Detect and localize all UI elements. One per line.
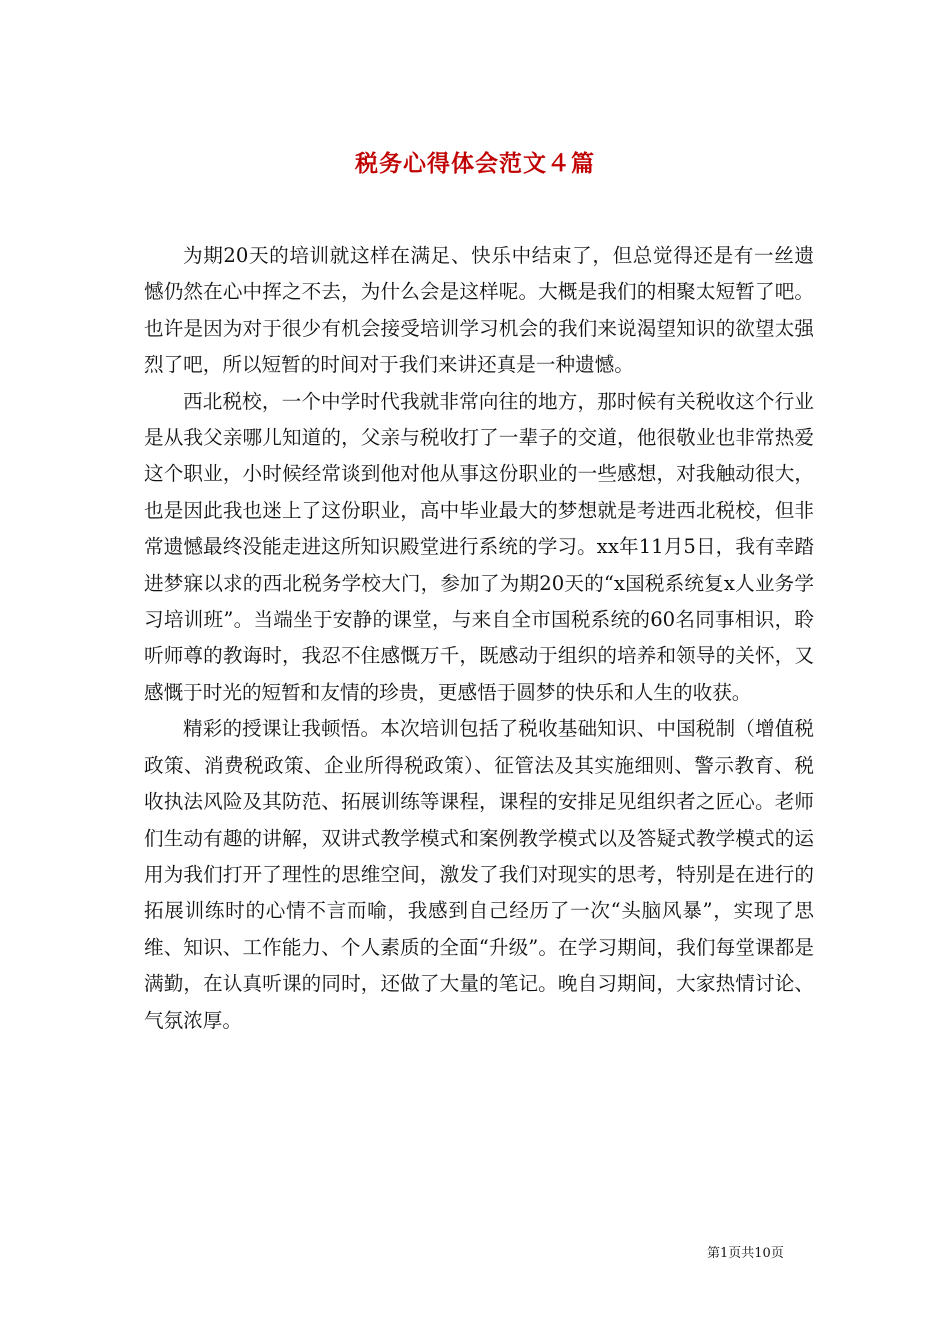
- body-paragraph-1: 为期20天的培训就这样在满足、快乐中结束了，但总觉得还是有一丝遗憾仍然在心中挥之不去，为什么会是这样呢。大概是我们的相聚太短暂了吧。也许是因为对于很少有机会接受培训学习机会的我们来说渴望知识的欲望太强烈了吧，所以短暂的时间对于我们来讲还真是一种遗憾。: [144, 244, 814, 377]
- page-number-footer: 第1页共10页: [707, 1246, 784, 1261]
- body-paragraph-3: 精彩的授课让我顿悟。本次培训包括了税收基础知识、中国税制（增值税政策、消费税政策、企业所得税政策）、征管法及其实施细则、警示教育、税收执法风险及其防范、拓展训练等课程，课程的安排足见组织者之匠心。老师们生动有趣的讲解，双讲式教学模式和案例教学模式以及答疑式教学模式的运用为我们打开了理性的思维空间，激发了我们对现实的思考，特别是在进行的拓展训练时的心情不言而喻，我感到自己经历了一次“头脑风暴”，实现了思维、知识、工作能力、个人素质的全面“升级”。在学习期间，我们每堂课都是满勤，在认真听课的同时，还做了大量的笔记。晚自习期间，大家热情讨论、气氛浓厚。: [144, 717, 814, 1032]
- page-title: 税务心得体会范文４篇: [355, 150, 595, 178]
- body-paragraph-2: 西北税校，一个中学时代我就非常向往的地方，那时候有关税收这个行业是从我父亲哪儿知道的，父亲与税收打了一辈子的交道，他很敬业也非常热爱这个职业，小时候经常谈到他对他从事这份职业的一些感想，对我触动很大，也是因此我也迷上了这份职业，高中毕业最大的梦想就是考进西北税校，但非常遗憾最终没能走进这所知识殿堂进行系统的学习。xx年11月5日，我有幸踏进梦寐以求的西北税务学校大门，参加了为期20天的“x国税系统复x人业务学习培训班”。当端坐于安静的课堂，与来自全市国税系统的60名同事相识，聆听师尊的教诲时，我忍不住感慨万千，既感动于组织的培养和领导的关怀，又感慨于时光的短暂和友情的珍贵，更感悟于圆梦的快乐和人生的收获。: [144, 389, 814, 704]
- document-body: [144, 238, 814, 1039]
